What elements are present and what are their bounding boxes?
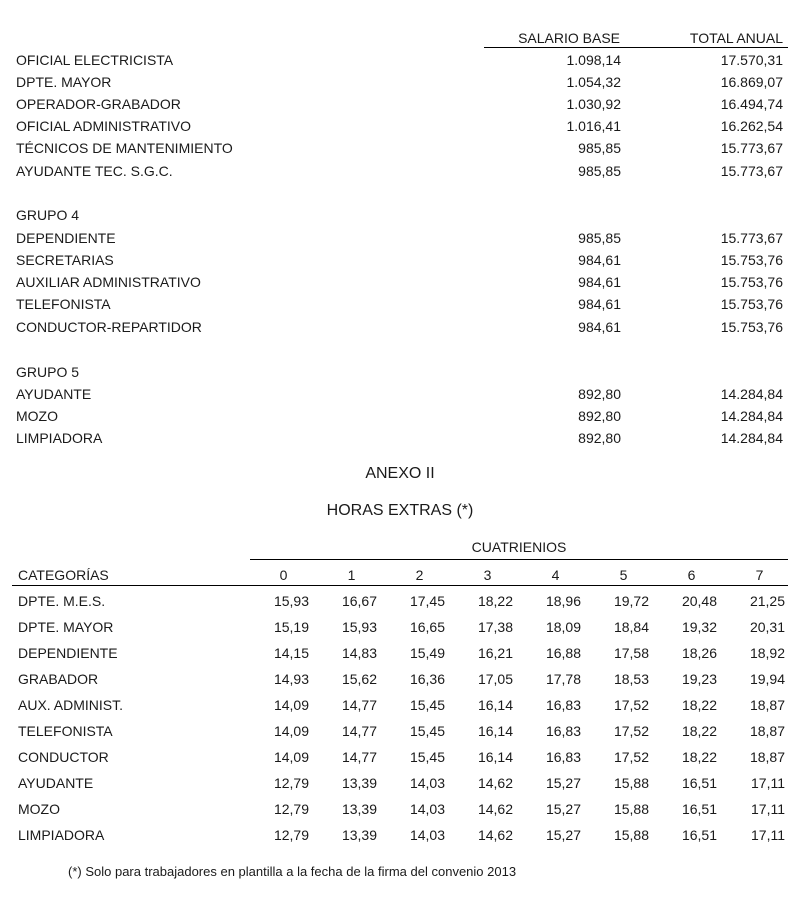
salario-base-value: 1.016,41 <box>566 118 621 134</box>
column-header: 1 <box>347 567 356 583</box>
salario-base-value: 985,85 <box>578 230 621 246</box>
overtime-value: 14,09 <box>273 697 309 713</box>
row-label: DEPENDIENTE <box>16 230 116 246</box>
total-anual-value: 16.494,74 <box>720 96 783 112</box>
row-label: TELEFONISTA <box>18 723 113 739</box>
overtime-value: 16,83 <box>545 697 581 713</box>
overtime-value: 14,62 <box>477 827 513 843</box>
overtime-value: 18,53 <box>613 671 649 687</box>
overtime-row <box>12 697 788 719</box>
overtime-value: 14,03 <box>409 827 445 843</box>
salary-row <box>0 319 805 339</box>
overtime-value: 14,77 <box>341 697 377 713</box>
total-anual-value: 15.753,76 <box>720 252 783 268</box>
salary-row <box>0 274 805 294</box>
overtime-row <box>12 619 788 641</box>
column-header: 5 <box>619 567 628 583</box>
annex-title: ANEXO II <box>365 465 435 482</box>
overtime-value: 17,05 <box>477 671 513 687</box>
overtime-value: 14,09 <box>273 723 309 739</box>
overtime-value: 16,14 <box>477 723 513 739</box>
salary-row <box>0 118 805 138</box>
overtime-value: 15,93 <box>341 619 377 635</box>
overtime-value: 15,45 <box>409 697 445 713</box>
overtime-value: 13,39 <box>341 775 377 791</box>
overtime-value: 16,65 <box>409 619 445 635</box>
salario-base-value: 892,80 <box>578 386 621 402</box>
row-label: TÉCNICOS DE MANTENIMIENTO <box>16 140 233 156</box>
overtime-value: 14,03 <box>409 775 445 791</box>
overtime-value: 15,27 <box>545 827 581 843</box>
overtime-value: 18,22 <box>681 697 717 713</box>
total-anual-value: 15.773,67 <box>720 163 783 179</box>
overtime-value: 15,45 <box>409 749 445 765</box>
row-label: DEPENDIENTE <box>18 645 118 661</box>
salary-row <box>0 386 805 406</box>
overtime-value: 17,52 <box>613 749 649 765</box>
overtime-value: 18,22 <box>477 593 513 609</box>
overtime-row <box>12 645 788 667</box>
salario-base-value: 985,85 <box>578 140 621 156</box>
overtime-value: 14,83 <box>341 645 377 661</box>
cuatrienios-header: CUATRIENIOS <box>250 539 788 560</box>
salary-row <box>0 163 805 183</box>
row-label: GRUPO 4 <box>16 207 80 223</box>
salario-base-value: 1.098,14 <box>566 52 621 68</box>
overtime-row <box>12 723 788 745</box>
row-label: GRUPO 5 <box>16 364 80 380</box>
overtime-value: 15,27 <box>545 801 581 817</box>
overtime-row <box>12 671 788 693</box>
overtime-value: 14,62 <box>477 801 513 817</box>
row-label: AUXILIAR ADMINISTRATIVO <box>16 274 201 290</box>
total-anual-value: 16.262,54 <box>720 118 783 134</box>
row-label: SECRETARIAS <box>16 252 114 268</box>
row-label: LIMPIADORA <box>16 430 103 446</box>
salario-base-value: 984,61 <box>578 252 621 268</box>
total-anual-value: 14.284,84 <box>720 386 783 402</box>
overtime-value: 16,51 <box>681 827 717 843</box>
row-label: DPTE. MAYOR <box>16 74 112 90</box>
overtime-value: 17,11 <box>751 775 785 791</box>
overtime-value: 16,88 <box>545 645 581 661</box>
overtime-value: 13,39 <box>341 827 377 843</box>
total-anual-value: 15.753,76 <box>720 319 783 335</box>
overtime-value: 19,32 <box>681 619 717 635</box>
total-anual-value: 16.869,07 <box>720 74 783 90</box>
row-label: DPTE. M.E.S. <box>18 593 106 609</box>
overtime-row <box>12 801 788 823</box>
overtime-value: 12,79 <box>273 801 309 817</box>
salary-row <box>0 140 805 160</box>
overtime-value: 19,23 <box>681 671 717 687</box>
overtime-row <box>12 593 788 615</box>
annex-subtitle: HORAS EXTRAS (*) <box>326 502 474 519</box>
overtime-value: 18,09 <box>545 619 581 635</box>
salary-table-header <box>484 30 788 48</box>
overtime-value: 17,52 <box>613 723 649 739</box>
row-label: OPERADOR-GRABADOR <box>16 96 181 112</box>
row-label: GRABADOR <box>18 671 99 687</box>
total-anual-value: 14.284,84 <box>720 430 783 446</box>
overtime-value: 15,62 <box>341 671 377 687</box>
overtime-value: 17,52 <box>613 697 649 713</box>
overtime-value: 15,88 <box>613 801 649 817</box>
row-label: CONDUCTOR <box>18 749 109 765</box>
overtime-value: 14,77 <box>341 749 377 765</box>
overtime-value: 15,88 <box>613 827 649 843</box>
overtime-value: 16,21 <box>477 645 513 661</box>
overtime-value: 18,87 <box>749 697 785 713</box>
overtime-value: 15,93 <box>273 593 309 609</box>
row-label: AYUDANTE TEC. S.G.C. <box>16 163 173 179</box>
column-header: 3 <box>483 567 492 583</box>
overtime-value: 20,31 <box>749 619 785 635</box>
footnote: (*) Solo para trabajadores en plantilla a la fecha de la firma del convenio 2013 <box>68 864 517 879</box>
overtime-value: 21,25 <box>749 593 785 609</box>
salary-row <box>0 430 805 450</box>
overtime-row <box>12 827 788 849</box>
row-label: AYUDANTE <box>16 386 92 402</box>
salario-base-value: 1.054,32 <box>566 74 621 90</box>
row-label: AYUDANTE <box>18 775 94 791</box>
row-label: OFICIAL ELECTRICISTA <box>16 52 174 68</box>
overtime-value: 18,96 <box>545 593 581 609</box>
row-label: MOZO <box>18 801 60 817</box>
salary-row <box>0 364 805 384</box>
salary-row <box>0 296 805 316</box>
overtime-value: 16,51 <box>681 801 717 817</box>
header-salario-base: SALARIO BASE <box>518 30 620 46</box>
row-label: TELEFONISTA <box>16 296 111 312</box>
total-anual-value: 15.753,76 <box>720 296 783 312</box>
column-header: 6 <box>687 567 696 583</box>
overtime-value: 17,58 <box>613 645 649 661</box>
overtime-value: 14,62 <box>477 775 513 791</box>
overtime-value: 19,72 <box>613 593 649 609</box>
salario-base-value: 984,61 <box>578 274 621 290</box>
categorias-header: CATEGORÍAS <box>18 567 109 583</box>
overtime-value: 16,83 <box>545 749 581 765</box>
overtime-value: 16,36 <box>409 671 445 687</box>
overtime-value: 17,11 <box>751 827 785 843</box>
overtime-value: 18,87 <box>749 723 785 739</box>
salary-row <box>0 230 805 250</box>
salario-base-value: 984,61 <box>578 296 621 312</box>
overtime-value: 18,22 <box>681 749 717 765</box>
salary-row <box>0 96 805 116</box>
overtime-value: 12,79 <box>273 827 309 843</box>
row-label: LIMPIADORA <box>18 827 105 843</box>
overtime-value: 14,03 <box>409 801 445 817</box>
overtime-value: 14,09 <box>273 749 309 765</box>
overtime-value: 18,92 <box>749 645 785 661</box>
overtime-value: 18,84 <box>613 619 649 635</box>
salario-base-value: 985,85 <box>578 163 621 179</box>
column-header: 7 <box>755 567 764 583</box>
salary-row <box>0 74 805 94</box>
total-anual-value: 17.570,31 <box>720 52 783 68</box>
column-header: 0 <box>279 567 288 583</box>
overtime-row <box>12 775 788 797</box>
salary-row <box>0 52 805 72</box>
overtime-value: 16,51 <box>681 775 717 791</box>
total-anual-value: 14.284,84 <box>720 408 783 424</box>
header-total-anual: TOTAL ANUAL <box>689 30 783 46</box>
overtime-value: 15,49 <box>409 645 445 661</box>
overtime-value: 14,15 <box>273 645 309 661</box>
overtime-value: 15,19 <box>273 619 309 635</box>
overtime-value: 18,87 <box>749 749 785 765</box>
overtime-value: 13,39 <box>341 801 377 817</box>
total-anual-value: 15.773,67 <box>720 230 783 246</box>
overtime-value: 16,83 <box>545 723 581 739</box>
salario-base-value: 984,61 <box>578 319 621 335</box>
total-anual-value: 15.753,76 <box>720 274 783 290</box>
overtime-value: 17,45 <box>409 593 445 609</box>
overtime-value: 17,38 <box>477 619 513 635</box>
overtime-value: 15,45 <box>409 723 445 739</box>
total-anual-value: 15.773,67 <box>720 140 783 156</box>
salario-base-value: 892,80 <box>578 408 621 424</box>
row-label: DPTE. MAYOR <box>18 619 114 635</box>
salario-base-value: 892,80 <box>578 430 621 446</box>
row-label: CONDUCTOR-REPARTIDOR <box>16 319 202 335</box>
overtime-value: 15,88 <box>613 775 649 791</box>
overtime-value: 17,11 <box>751 801 785 817</box>
row-label: AUX. ADMINIST. <box>18 697 124 713</box>
overtime-value: 14,77 <box>341 723 377 739</box>
column-header: 2 <box>415 567 424 583</box>
salario-base-value: 1.030,92 <box>566 96 621 112</box>
overtime-value: 16,14 <box>477 697 513 713</box>
overtime-value: 14,93 <box>273 671 309 687</box>
salary-row <box>0 408 805 428</box>
overtime-value: 20,48 <box>681 593 717 609</box>
salary-row <box>0 207 805 227</box>
row-label: OFICIAL ADMINISTRATIVO <box>16 118 192 134</box>
row-label: MOZO <box>16 408 58 424</box>
overtime-value: 16,14 <box>477 749 513 765</box>
overtime-table-header <box>12 565 788 586</box>
overtime-value: 12,79 <box>273 775 309 791</box>
salary-row <box>0 252 805 272</box>
overtime-value: 18,22 <box>681 723 717 739</box>
overtime-value: 17,78 <box>545 671 581 687</box>
overtime-value: 15,27 <box>545 775 581 791</box>
overtime-value: 18,26 <box>681 645 717 661</box>
overtime-row <box>12 749 788 771</box>
column-header: 4 <box>551 567 560 583</box>
overtime-value: 16,67 <box>341 593 377 609</box>
overtime-value: 19,94 <box>749 671 785 687</box>
